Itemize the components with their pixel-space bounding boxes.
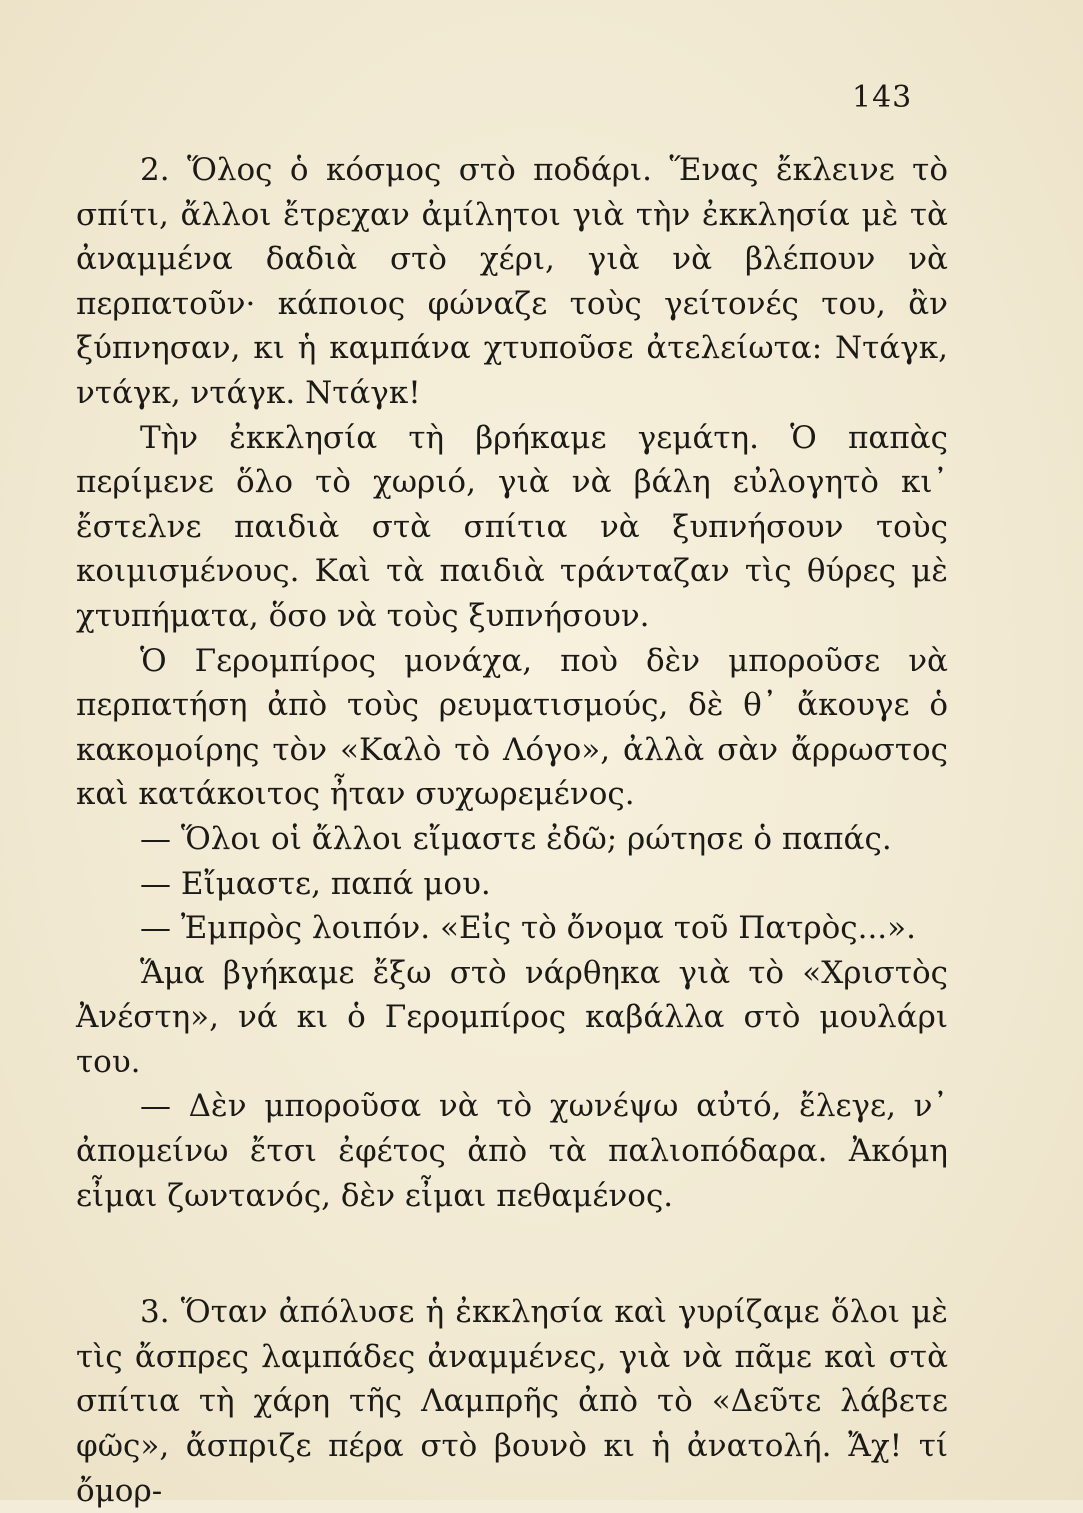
dialogue-line-gerombiros: — Δὲν μποροῦσα νὰ τὸ χωνέψω αὐτό, ἔλεγε, ν᾿ ἀπομείνω ἔτσι ἐφέτος ἀπὸ τὰ παλιοπόδαρα. Ἀκόμη εἶμαι ζωντανός, δὲν εἶμαι πεθαμένος. — [76, 1088, 948, 1214]
dialogue-line-forward: — Ἐμπρὸς λοιπόν. «Εἰς τὸ ὄνομα τοῦ Πατρὸς...». — [140, 910, 916, 947]
page-text — [76, 148, 948, 1513]
dialogue-line-answer: — Εἴμαστε, παπά μου. — [140, 865, 491, 902]
paragraph-section-2: 2. Ὅλος ὁ κόσμος στὸ ποδάρι. Ἕνας ἔκλεινε τὸ σπίτι, ἄλλοι ἔτρεχαν ἀμίλητοι γιὰ τὴν ἐκκλησία μὲ τὰ ἀναμμένα δαδιὰ στὸ χέρι, γιὰ νὰ βλέπουν νὰ περπατοῦν· κάποιος φώναζε τοὺς γείτονές του, ἂν ξύπνησαν, κι ἡ καμπάνα χτυποῦσε ἀτελείωτα: Ντάγκ, ντάγκ, ντάγκ. Ντάγκ! — [76, 152, 948, 411]
paragraph-section-3: 3. Ὅταν ἀπόλυσε ἡ ἐκκλησία καὶ γυρίζαμε ὅλοι μὲ τὶς ἄσπρες λαμπάδες ἀναμμένες, γιὰ νὰ πᾶμε καὶ στὰ σπίτια τὴ χάρη τῆς Λαμπρῆς ἀπὸ τὸ «Δεῦτε λάβετε φῶς», ἄσπριζε πέρα στὸ βουνὸ κι ἡ ἀνατολή. Ἄχ! τί ὄμορ- — [76, 1294, 948, 1509]
dialogue-line-priest-question: — Ὅλοι οἱ ἄλλοι εἴμαστε ἐδῶ; ρώτησε ὁ παπάς. — [140, 820, 892, 857]
paragraph-church-full: Τὴν ἐκκλησία τὴ βρήκαμε γεμάτη. Ὁ παπὰς περίμενε ὅλο τὸ χωριό, γιὰ νὰ βάλη εὐλογητὸ κι᾿ ἔστελνε παιδιὰ στὰ σπίτια νὰ ξυπνήσουν τοὺς κοιμισμένους. Καὶ τὰ παιδιὰ τράνταζαν τὶς θύρες μὲ χτυπήματα, ὅσο νὰ τοὺς ξυπνήσουν. — [76, 419, 948, 634]
paragraph-narthex: Ἅμα βγήκαμε ἔξω στὸ νάρθηκα γιὰ τὸ «Χριστὸς Ἀνέστη», νά κι ὁ Γερομπίρος καβάλλα στὸ μουλάρι του. — [76, 954, 948, 1080]
paragraph-gerombiros: Ὁ Γερομπίρος μονάχα, ποὺ δὲν μποροῦσε νὰ περπατήση ἀπὸ τοὺς ρευματισμούς, δὲ θ᾿ ἄκουγε ὁ κακομοίρης τὸν «Καλὸ τὸ Λόγο», ἀλλὰ σὰν ἄρρωστος καὶ κατάκοιτος ἦταν συχωρεμένος. — [76, 642, 948, 813]
page-number: 143 — [852, 80, 913, 115]
section-gap — [76, 1218, 948, 1290]
